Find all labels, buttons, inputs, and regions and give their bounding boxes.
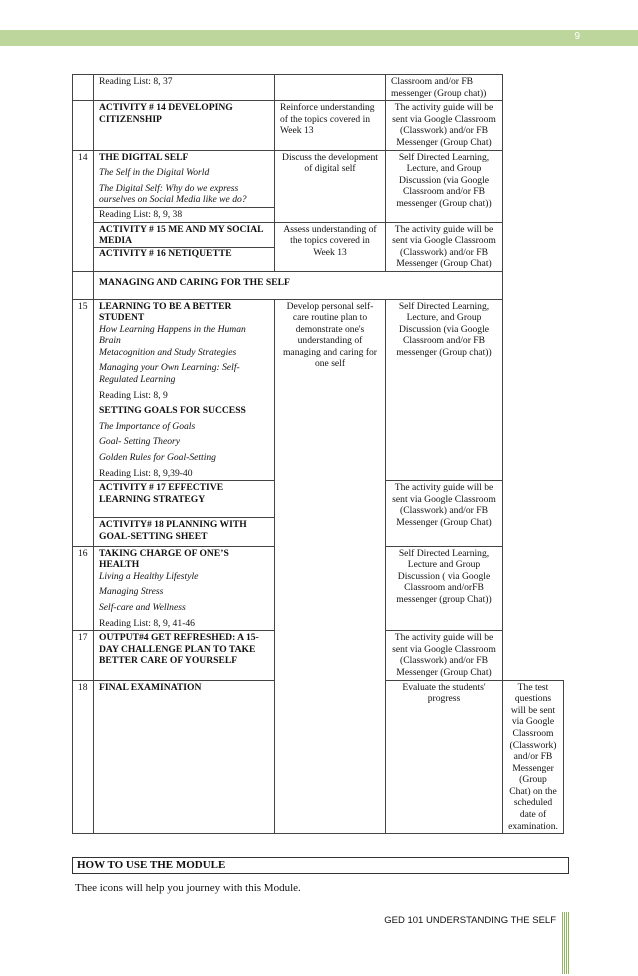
week-number: 15	[73, 299, 94, 546]
subtopic: How Learning Happens in the Human Brain	[99, 323, 246, 347]
subtopic: Managing your Own Learning: Self-Regulated Learning	[99, 362, 240, 386]
reading-list: Reading List: 8, 9,39-40	[99, 467, 193, 479]
table-row	[73, 101, 564, 150]
topic-title: THE DIGITAL SELF	[99, 151, 189, 163]
footer-decoration	[562, 912, 570, 974]
delivery-mode: The activity guide will be sent via Google Classroom (Classwork) and/or FB Messenger (Group Chat)	[386, 101, 503, 150]
activity-cell	[94, 222, 275, 271]
delivery-mode: Self Directed Learning, Lecture and Group Discussion ( via Google Classroom and/orFB messenger (group Chat))	[386, 546, 503, 631]
topic-cell	[94, 546, 275, 631]
learning-outcome: Assess understanding of the topics covered in Week 13	[275, 222, 386, 271]
subtopic: The Digital Self: Why do we express ourselves on Social Media like we do?	[99, 182, 247, 206]
week-number: 18	[73, 680, 94, 834]
week-number: 14	[73, 150, 94, 271]
topic-title: TAKING CHARGE OF ONE’S HEALTH	[99, 547, 229, 571]
learning-outcome: Evaluate the students' progress	[386, 680, 503, 834]
delivery-mode: Self Directed Learning, Lecture, and Group Discussion (via Google Classroom and/or FB messenger (Group chat))	[386, 299, 503, 481]
page-header-bar	[0, 30, 638, 46]
activity-title: ACTIVITY# 18 PLANNING WITH GOAL-SETTING SHEET	[94, 518, 275, 546]
subtopic: Self-care and Wellness	[99, 601, 186, 613]
table-row	[73, 75, 564, 101]
subtopic: Goal- Setting Theory	[99, 436, 181, 448]
subtopic: Golden Rules for Goal-Setting	[99, 452, 216, 464]
delivery-mode: The activity guide will be sent via Google Classroom (Classwork) and/or FB Messenger (Group Chat)	[386, 631, 503, 680]
topic-cell	[94, 299, 275, 481]
section-heading-box: HOW TO USE THE MODULE	[72, 857, 569, 874]
topic-title: LEARNING TO BE A BETTER STUDENT	[99, 300, 232, 324]
delivery-mode: Self Directed Learning, Lecture, and Group Discussion (via Google Classroom and/or FB messenger (Group chat))	[386, 150, 503, 222]
table-row	[73, 271, 564, 299]
subtopic: Metacognition and Study Strategies	[99, 346, 237, 358]
intro-text: Thee icons will help you journey with this Module.	[75, 882, 301, 894]
activity-title: ACTIVITY # 14 DEVELOPING CITIZENSHIP	[94, 101, 275, 150]
subtopic: Living a Healthy Lifestyle	[99, 570, 199, 582]
reading-list: Reading List: 8, 37	[94, 75, 275, 101]
reading-list: Reading List: 8, 9, 41-46	[99, 617, 195, 629]
delivery-mode: The test questions will be sent via Google Classroom (Classwork) and/or FB Messenger (Group Chat) on the scheduled date of examination.	[503, 680, 564, 834]
subtopic: Managing Stress	[99, 586, 164, 598]
subtopic: The Self in the Digital World	[99, 167, 210, 179]
table-row	[73, 222, 564, 271]
exam-title: FINAL EXAMINATION	[94, 680, 275, 834]
week-number: 17	[73, 631, 94, 680]
section-heading: MANAGING AND CARING FOR THE SELF	[94, 271, 503, 299]
topic-title: SETTING GOALS FOR SUCCESS	[99, 405, 246, 417]
table-row	[73, 299, 564, 481]
output-title: OUTPUT#4 GET REFRESHED: A 15-DAY CHALLENGE PLAN TO TAKE BETTER CARE OF YOURSELF	[94, 631, 275, 680]
delivery-mode: The activity guide will be sent via Google Classroom (Classwork) and/or FB Messenger (Group Chat)	[386, 481, 503, 546]
activity-title: ACTIVITY # 17 EFFECTIVE LEARNING STRATEGY	[94, 481, 275, 518]
learning-outcome: Develop personal self-care routine plan to demonstrate one's understanding of managing and caring for one self	[275, 299, 386, 834]
table-row	[73, 150, 564, 207]
week-number: 16	[73, 546, 94, 631]
page-number: 9	[574, 31, 580, 42]
activity-title: ACTIVITY # 16 NETIQUETTE	[94, 247, 274, 260]
delivery-mode: Classroom and/or FB messenger (Group chat))	[386, 75, 503, 101]
reading-list: Reading List: 8, 9	[99, 389, 168, 401]
topic-cell	[94, 150, 275, 207]
reading-list: Reading List: 8, 9, 38	[94, 207, 275, 222]
subtopic: The Importance of Goals	[99, 420, 196, 432]
learning-outcome: Reinforce understanding of the topics covered in Week 13	[275, 101, 386, 150]
delivery-mode: The activity guide will be sent via Google Classroom (Classwork) and/or FB Messenger (Group Chat)	[386, 222, 503, 271]
activity-title: ACTIVITY # 15 ME AND MY SOCIAL MEDIA	[99, 223, 263, 247]
learning-outcome: Discuss the development of digital self	[275, 150, 386, 222]
course-schedule-table	[72, 74, 564, 834]
footer-title: GED 101 UNDERSTANDING THE SELF	[384, 915, 556, 926]
